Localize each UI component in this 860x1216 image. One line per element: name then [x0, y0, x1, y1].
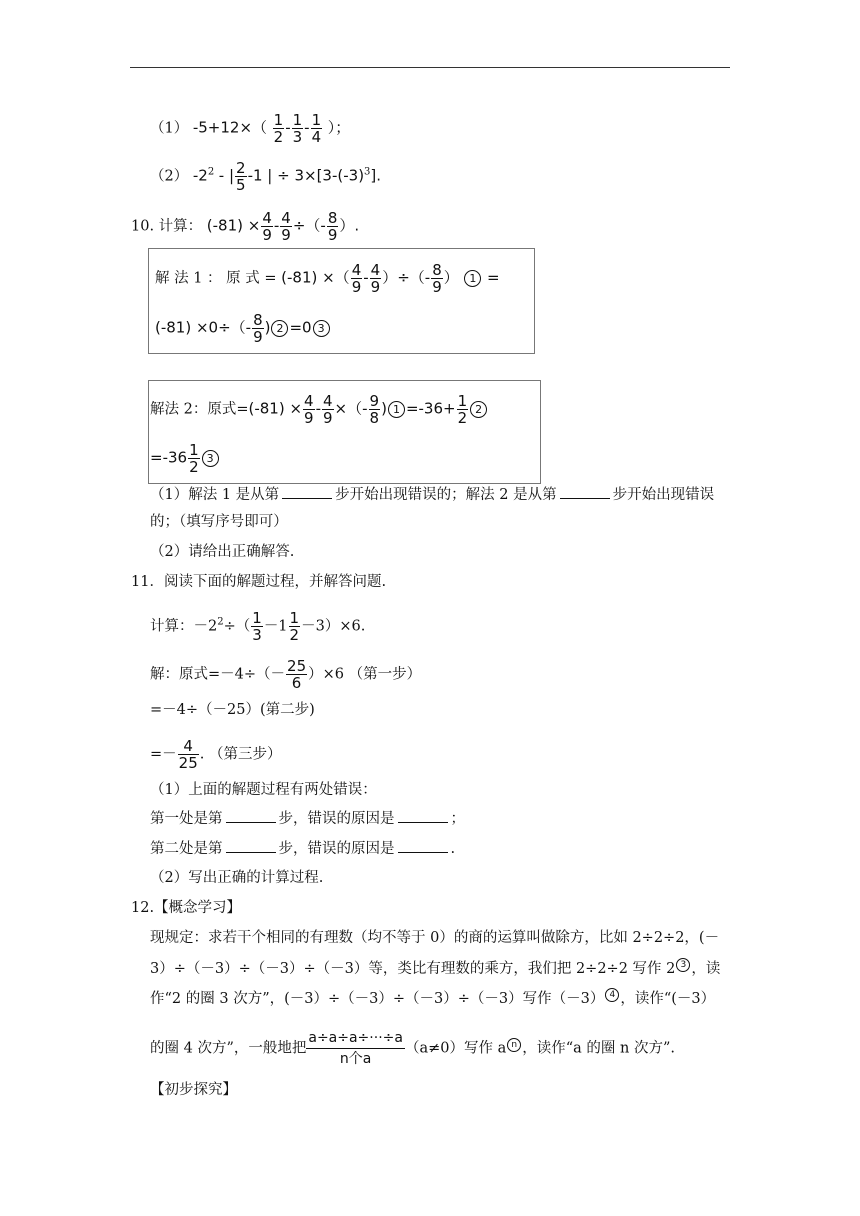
q11-error1: 第一处是第 步，错误的原因是 ； [150, 808, 465, 829]
fraction: $\frac{8}{9}$ [327, 209, 338, 244]
step-marker: 1 [388, 401, 405, 418]
fraction: $\frac{4}{9}$ [281, 209, 291, 244]
q11-error2: 第二处是第 步，错误的原因是 . [150, 838, 455, 859]
box1-line2 [155, 312, 331, 345]
answer-blank[interactable] [226, 838, 276, 853]
q9-part2 [150, 160, 381, 193]
box2-line2 [150, 442, 220, 475]
expr-text: －1 [263, 618, 288, 635]
expr-text: ÷（ [223, 618, 251, 635]
fraction: $\frac{1}{3}$ [292, 111, 303, 146]
answer-blank[interactable] [282, 484, 332, 499]
step-marker: 3 [202, 450, 219, 467]
fraction: $\frac{1}{2}$ [273, 111, 284, 146]
solution-label: 解 法 1 ： 原 式 = [155, 270, 277, 287]
q12-line1: 现规定：求若干个相同的有理数（均不等于 0）的商的运算叫做除方，比如 2÷2÷2，(－ [150, 930, 720, 946]
q11-title: 11．阅读下面的解题过程，并解答问题. [131, 574, 387, 590]
exponent: 2 [217, 616, 224, 628]
fraction: $\frac{9}{8}$ [369, 392, 380, 427]
expr-text: -5+12×（ [192, 118, 268, 137]
expr-text: - | [218, 166, 235, 185]
fraction: $\frac{2}{5}$ [236, 159, 246, 194]
part-label: （2） [150, 168, 189, 185]
expr-text: (-81) ×（ [281, 268, 350, 287]
q10-sub1-cont: 的；（填写序号即可） [150, 514, 288, 530]
expr-text: ） [443, 268, 459, 287]
q12-line4: 的圈 4 次方”，一般地把 a÷a÷a÷···÷a n个a （a≠0）写作 a n ，读作“a 的圈 n 次方”. [150, 1030, 675, 1067]
fraction: $\frac{1}{2}$ [457, 392, 468, 427]
division-expression: a÷a÷a÷···÷a n个a [308, 1030, 403, 1067]
q9-part1: （1） -5+12×（ $\frac{1}{2}$ - $\frac{1}{3}$ - $\frac{1}{4}$ ）； [150, 111, 351, 146]
fraction: $\frac{1}{2}$ [189, 441, 199, 476]
step-marker: 1 [464, 270, 481, 287]
answer-blank[interactable] [226, 808, 276, 823]
q11-step3 [150, 738, 281, 771]
part-label: （1） [150, 120, 189, 137]
expr-text: ）. [339, 216, 360, 235]
header-rule [130, 67, 730, 68]
circled-exponent: n [507, 1038, 521, 1052]
expr-text: (-81) × [248, 399, 303, 418]
expr-text: ÷（- [292, 216, 326, 235]
fraction: $\frac{1}{3}$ [252, 609, 262, 644]
expr-text: 解：原式=－4÷（－ [150, 666, 286, 683]
q11-calc [150, 610, 365, 643]
box1-line1: 解 法 1 ： 原 式 = (-81) ×（ $\frac{4}{9}$ - $\frac{4}{9}$ ）÷（- $\frac{8}{9}$ ） 1 = [155, 261, 500, 296]
q12-line2: 3）÷（－3）÷（－3）÷（－3）等，类比有理数的乘方，我们把 2÷2÷2 写作 2 3 ，读 [150, 960, 721, 977]
expr-text: -1 | ÷ 3×[3-(-3) [247, 166, 365, 185]
step-marker: 2 [470, 401, 487, 418]
expr-text: -2 [192, 166, 208, 185]
q11-step1 [150, 658, 421, 691]
fraction: $\frac{4}{9}$ [262, 209, 272, 244]
circled-exponent: 4 [605, 988, 619, 1002]
expr-text: ) [264, 318, 271, 337]
fraction: $\frac{4}{9}$ [304, 392, 314, 427]
step-marker: 3 [313, 320, 330, 337]
q12-explore: 【初步探究】 [150, 1082, 237, 1098]
expr-text: = [486, 268, 500, 287]
fraction: $\frac{25}{6}$ [287, 657, 307, 692]
fraction: $\frac{8}{9}$ [432, 261, 442, 296]
expr-text: ）； [327, 118, 351, 137]
expr-text: =-36 [150, 448, 188, 467]
expr-text: ）×6 （第一步） [308, 666, 422, 683]
box2-line1: 解法 2：原式=(-81) × $\frac{4}{9}$ - $\frac{4}{9}$ ×（- $\frac{9}{8}$ ) 1 =-36+ $\frac{1}{2}$ 2 [150, 393, 488, 426]
exponent: 3 [364, 166, 371, 178]
q11-sub2: （2）写出正确的计算过程. [150, 870, 324, 886]
fraction: $\frac{4}{9}$ [370, 261, 381, 296]
expr-text: . （第三步） [199, 746, 282, 763]
fraction: $\frac{4}{9}$ [351, 261, 362, 296]
fraction: $\frac{1}{4}$ [311, 111, 322, 146]
answer-blank[interactable] [398, 808, 448, 823]
expr-text: －3）×6. [301, 618, 366, 635]
q10-sub1: （1）解法 1 是从第 步开始出现错误的；解法 2 是从第 步开始出现错误 [150, 484, 714, 505]
fraction: $\frac{1}{2}$ [289, 609, 300, 644]
step-marker: 2 [271, 320, 288, 337]
fraction: $\frac{8}{9}$ [253, 311, 263, 346]
q12-line3: 作“2 的圈 3 次方”，(－3）÷（－3）÷（－3）÷（－3）写作（－3） 4 ，读作“(－3） [150, 990, 716, 1007]
expr-text: =-36+ [405, 399, 456, 418]
expr-text: =－ [150, 746, 177, 763]
circled-exponent: 3 [676, 958, 690, 972]
question-number: 10. 计算： [131, 218, 203, 235]
solution-label: 解法 2：原式= [150, 401, 249, 418]
exponent: 2 [207, 166, 215, 178]
q11-sub1: （1）上面的解题过程有两处错误： [150, 782, 377, 798]
q11-step2: =－4÷（－25）(第二步) [150, 702, 315, 718]
expr-text: ×（- [334, 399, 368, 418]
q10-title: 10. 计算： (-81) × $\frac{4}{9}$ - $\frac{4}{9}$ ÷（- $\frac{8}{9}$ ）. [131, 209, 360, 244]
q12-title: 12.【概念学习】 [131, 900, 242, 916]
answer-blank[interactable] [398, 838, 448, 853]
fraction: $\frac{4}{25}$ [178, 737, 198, 772]
answer-blank[interactable] [560, 484, 610, 499]
q10-sub2: （2）请给出正确解答. [150, 544, 295, 560]
expr-text: =0 [289, 318, 312, 337]
expr-text: ）÷（- [382, 268, 431, 287]
expr-text: 计算：－2 [150, 618, 218, 635]
expr-text: (-81) ×0÷（- [155, 318, 252, 337]
expr-text: (-81) × [206, 216, 261, 235]
expr-text: ]. [370, 166, 382, 185]
expr-text: ) [381, 399, 387, 418]
fraction: $\frac{4}{9}$ [323, 392, 333, 427]
